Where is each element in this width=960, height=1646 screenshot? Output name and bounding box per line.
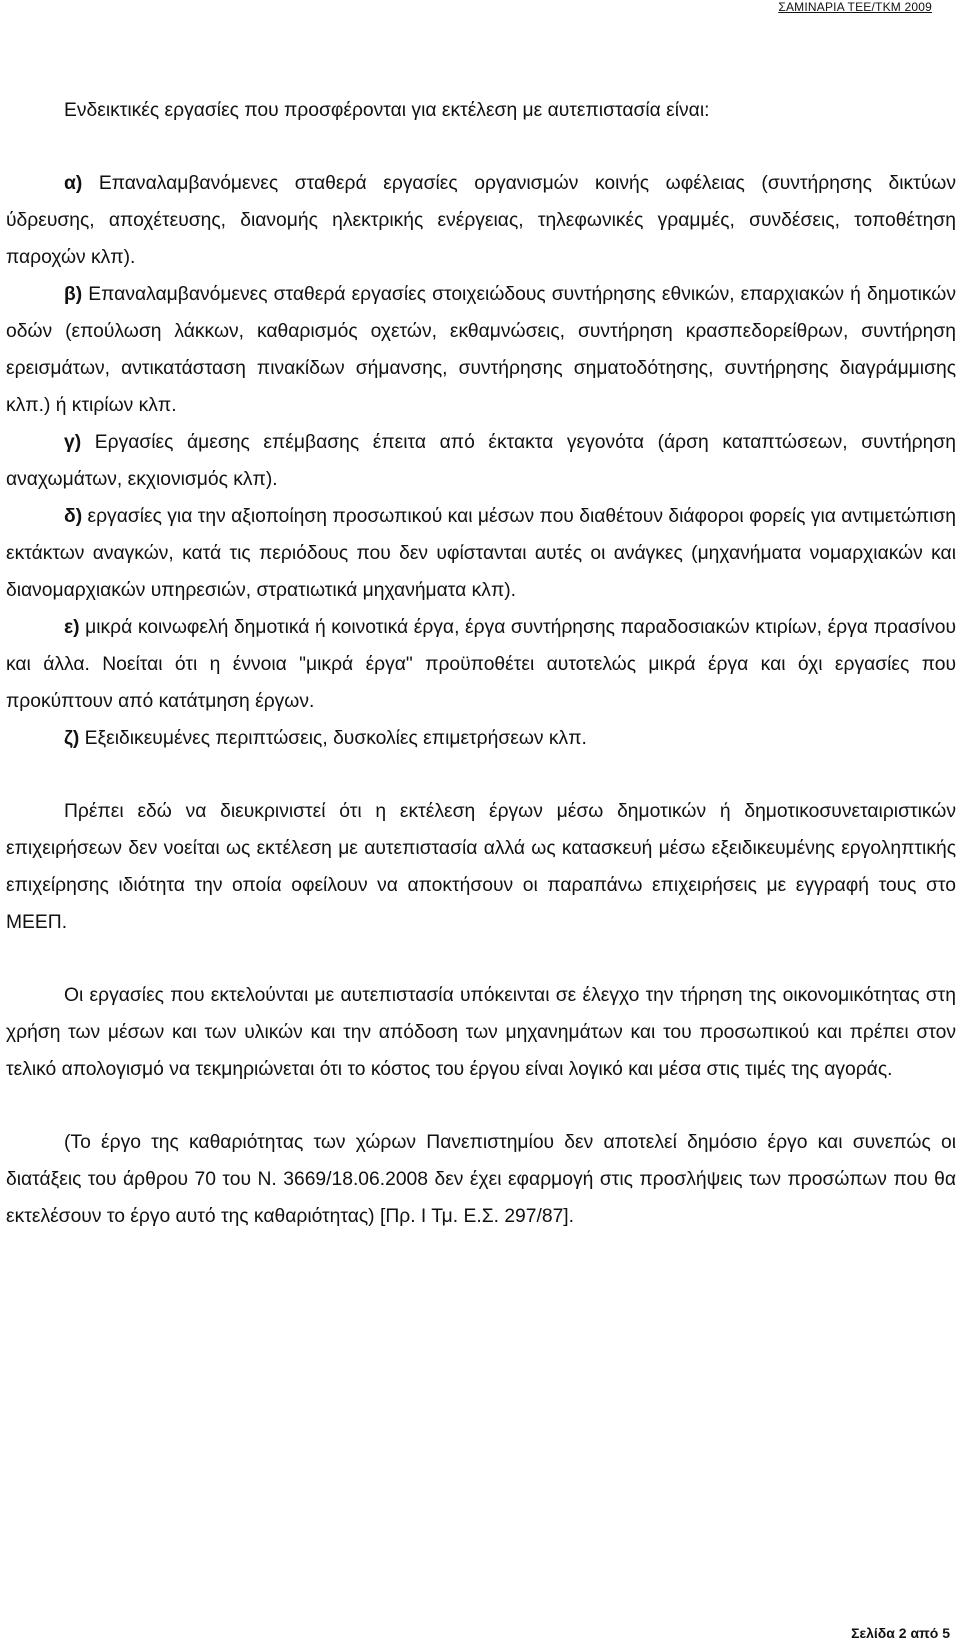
page-header: ΣΑΜΙΝΑΡΙΑ ΤΕΕ/ΤΚΜ 2009 (778, 0, 932, 14)
list-item-d (6, 498, 956, 609)
item-text: εργασίες για την αξιοποίηση προσωπικού και μέσων που διαθέτουν διάφοροι φορείς για αντιμετώπιση εκτάκτων αναγκών, κατά τις περιόδους που δεν υφίστανται αυτές οι ανάγκες (μηχανήματα νομαρχιακών και διανομαρχιακών υπηρεσιών, στρατιωτικά μηχανήματα κλπ). (6, 506, 956, 601)
page-number: Σελίδα 2 από 5 (851, 1625, 950, 1641)
item-label: β) (64, 284, 83, 305)
item-label: ζ) (64, 728, 80, 749)
document-body (6, 92, 956, 1235)
item-text: Εξειδικευμένες περιπτώσεις, δυσκολίες επιμετρήσεων κλπ. (79, 728, 587, 749)
body-paragraph: Οι εργασίες που εκτελούνται με αυτεπιστασία υπόκεινται σε έλεγχο την τήρηση της οικονομικότητας στη χρήση των μέσων και των υλικών και την απόδοση των μηχανημάτων και του προσωπικού και πρέπει στον τελικό απολογισμό να τεκμηριώνεται ότι το κόστος του έργου είναι λογικό και μέσα στις τιμές της αγοράς. (6, 985, 956, 1080)
item-label: γ) (64, 432, 82, 453)
item-text: Εργασίες άμεσης επέμβασης έπειτα από έκτακτα γεγονότα (άρση καταπτώσεων, συντήρηση αναχωμάτων, εκχιονισμός κλπ). (6, 432, 956, 490)
body-paragraph: (Το έργο της καθαριότητας των χώρων Πανεπιστημίου δεν αποτελεί δημόσιο έργο και συνεπώς οι διατάξεις του άρθρου 70 του Ν. 3669/18.06.2008 δεν έχει εφαρμογή στις προσλήψεις των προσώπων που θα εκτελέσουν το έργο αυτό της καθαριότητας) [Πρ. Ι Τμ. Ε.Σ. 297/87]. (6, 1132, 956, 1227)
intro-paragraph: Ενδεικτικές εργασίες που προσφέρονται για εκτέλεση με αυτεπιστασία είναι: (64, 100, 710, 121)
item-label: δ) (64, 506, 83, 527)
item-text: Επαναλαμβανόμενες σταθερά εργασίες οργανισμών κοινής ωφέλειας (συντήρησης δικτύων ύδρευσης, αποχέτευσης, διανομής ηλεκτρικής ενέργειας, τηλεφωνικές γραμμές, συνδέσεις, τοποθέτηση παροχών κλπ). (6, 173, 956, 268)
item-label: ε) (64, 617, 80, 638)
list-item-b (6, 276, 956, 424)
body-paragraph: Πρέπει εδώ να διευκρινιστεί ότι η εκτέλεση έργων μέσω δημοτικών ή δημοτικοσυνεταιριστικών επιχειρήσεων δεν νοείται ως εκτέλεση με αυτεπιστασία αλλά ως κατασκευή μέσω εξειδικευμένης εργοληπτικής επιχείρησης ιδιότητα την οποία οφείλουν να αποκτήσουν οι παραπάνω επιχειρήσεις με εγγραφή τους στο ΜΕΕΠ. (6, 801, 956, 933)
item-text: μικρά κοινωφελή δημοτικά ή κοινοτικά έργα, έργα συντήρησης παραδοσιακών κτιρίων, έργα πρασίνου και άλλα. Νοείται ότι η έννοια "μικρά έργα" προϋποθέτει αυτοτελώς μικρά έργα και όχι εργασίες που προκύπτουν από κατάτμηση έργων. (6, 617, 956, 712)
list-item-c (6, 424, 956, 498)
item-label: α) (64, 173, 83, 194)
item-text: Επαναλαμβανόμενες σταθερά εργασίες στοιχειώδους συντήρησης εθνικών, επαρχιακών ή δημοτικών οδών (επούλωση λάκκων, καθαρισμός οχετών, εκθαμνώσεις, συντήρηση κρασπεδορείθρων, συντήρηση ερεισμάτων, αντικατάσταση πινακίδων σήμανσης, συντήρησης σηματοδότησης, συντήρησης διαγράμμισης κλπ.) ή κτιρίων κλπ. (6, 284, 956, 416)
list-item-e (6, 609, 956, 720)
list-item-z (6, 720, 956, 757)
list-item-a (6, 165, 956, 276)
